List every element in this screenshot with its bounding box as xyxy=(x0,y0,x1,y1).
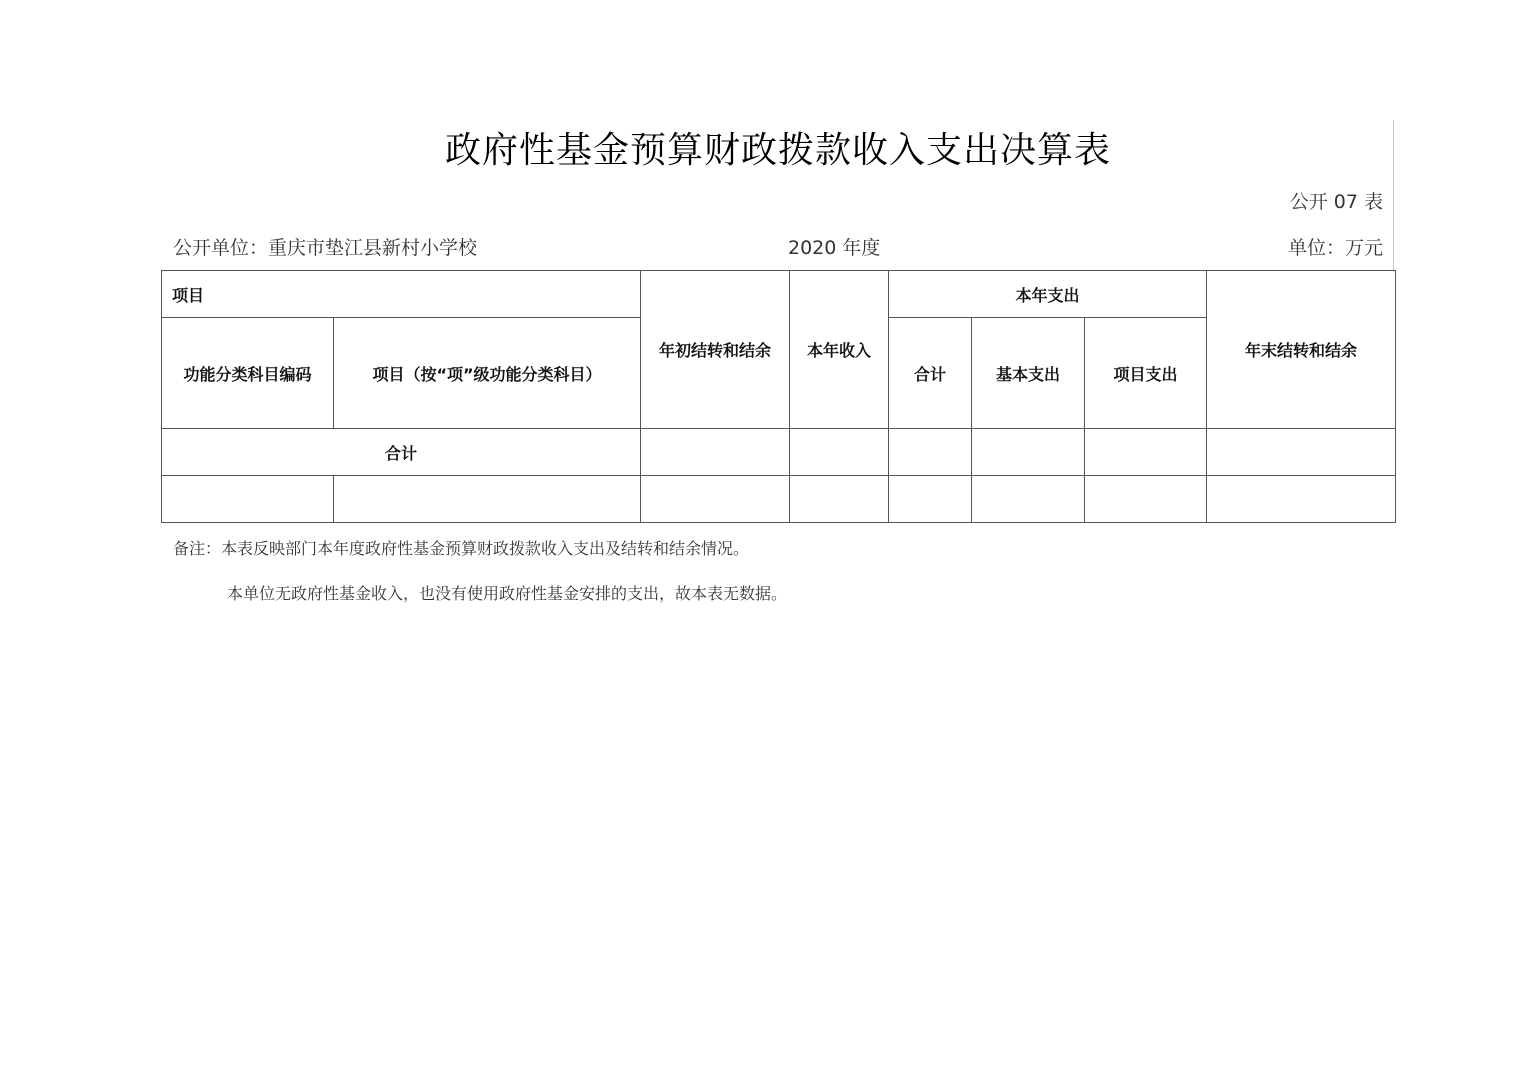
table-cell xyxy=(1207,429,1396,476)
table-row-empty xyxy=(162,476,1396,523)
table-cell xyxy=(1207,476,1396,523)
note-line-2: 本单位无政府性基金收入，也没有使用政府性基金安排的支出，故本表无数据。 xyxy=(227,584,788,603)
header-income: 本年收入 xyxy=(790,271,889,429)
page-title: 政府性基金预算财政拨款收入支出决算表 xyxy=(444,130,1111,171)
header-expense: 本年支出 xyxy=(889,271,1207,318)
table-cell xyxy=(334,476,641,523)
header-expense-total: 合计 xyxy=(889,318,972,429)
header-expense-basic: 基本支出 xyxy=(972,318,1085,429)
reporting-unit: 公开单位：重庆市垫江县新村小学校 xyxy=(173,237,478,259)
table-cell xyxy=(641,429,790,476)
total-row-label: 合计 xyxy=(162,429,641,476)
header-project-item: 项目（按“项”级功能分类科目） xyxy=(334,318,641,429)
table-cell xyxy=(641,476,790,523)
note-line-1: 备注：本表反映部门本年度政府性基金预算财政拨款收入支出及结转和结余情况。 xyxy=(173,539,750,558)
form-number: 公开 07 表 xyxy=(1289,191,1383,213)
header-closing-balance: 年末结转和结余 xyxy=(1207,271,1396,429)
header-project: 项目 xyxy=(162,271,641,318)
table-cell xyxy=(972,429,1085,476)
table-cell xyxy=(889,476,972,523)
currency-unit: 单位：万元 xyxy=(1287,237,1383,259)
table-cell xyxy=(972,476,1085,523)
table-row-total xyxy=(162,429,1396,476)
table-cell xyxy=(790,476,889,523)
table-cell xyxy=(790,429,889,476)
table-cell xyxy=(162,476,334,523)
fiscal-year: 2020 年度 xyxy=(788,237,881,259)
header-expense-project: 项目支出 xyxy=(1085,318,1207,429)
budget-table xyxy=(161,270,1396,523)
table-cell xyxy=(889,429,972,476)
header-func-code: 功能分类科目编码 xyxy=(162,318,334,429)
table-cell xyxy=(1085,429,1207,476)
header-opening-balance: 年初结转和结余 xyxy=(641,271,790,429)
table-cell xyxy=(1085,476,1207,523)
